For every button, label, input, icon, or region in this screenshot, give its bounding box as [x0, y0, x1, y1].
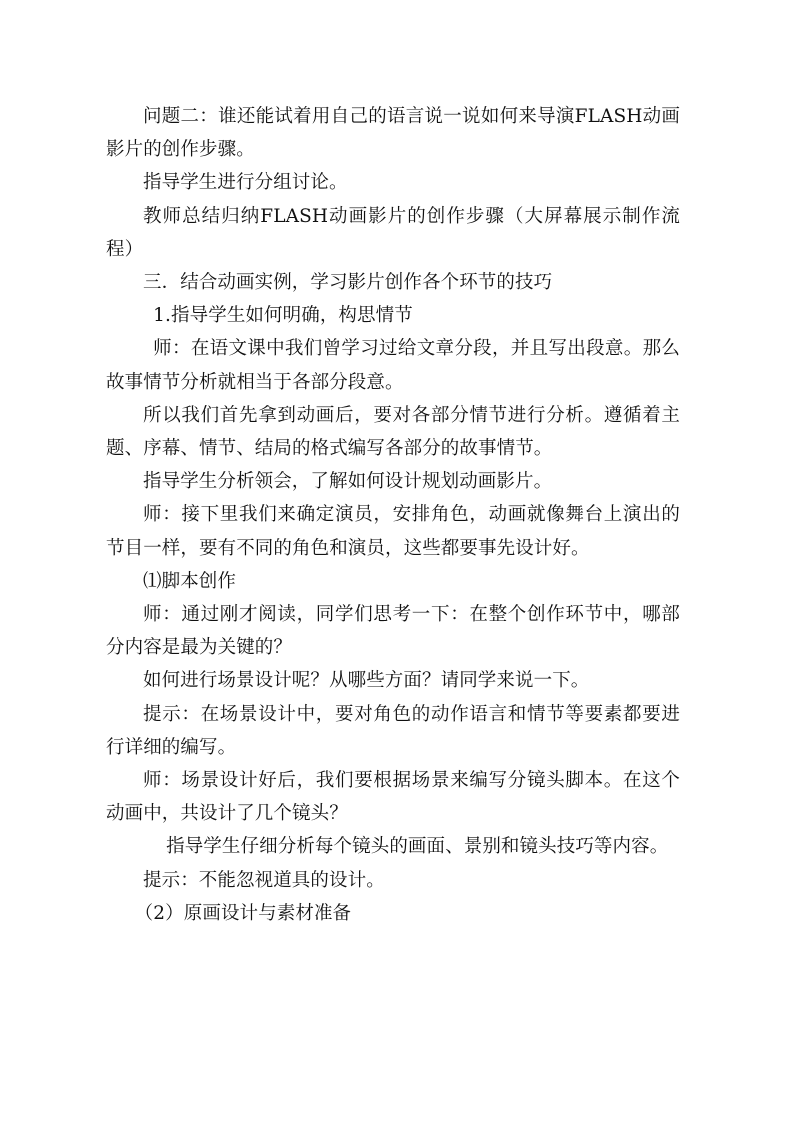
paragraph-scene-design-question: 如何进行场景设计呢？从哪些方面？请同学来说一下。: [143, 670, 590, 692]
paragraph-teacher-roles: 师：接下里我们来确定演员，安排角色，动画就像舞台上演出的节目一样，要有不同的角色和演员，这些都要事先设计好。: [106, 504, 680, 559]
document-body: [106, 100, 680, 930]
paragraph-group-discussion: 指导学生进行分组讨论。: [143, 172, 348, 194]
paragraph-student-guidance: 指导学生分析领会，了解如何设计规划动画影片。: [143, 471, 553, 493]
paragraph-storyboard-script: 师：场景设计好后，我们要根据场景来编写分镜头脚本。在这个动画中，共设计了几个镜头？: [106, 770, 680, 825]
paragraph-shot-analysis: 指导学生仔细分析每个镜头的画面、景别和镜头技巧等内容。: [166, 836, 669, 858]
subheading-script-creation: ⑴脚本创作: [143, 570, 237, 592]
section-heading-three: 三．结合动画实例，学习影片创作各个环节的技巧: [143, 272, 553, 294]
paragraph-plot-analysis-method: 所以我们首先拿到动画后，要对各部分情节进行分析。遵循着主题、序幕、情节、结局的格式编写各部分的故事情节。: [106, 404, 680, 460]
paragraph-teacher-key-question: 师：通过刚才阅读，同学们思考一下：在整个创作环节中，哪部分内容是最为关键的？: [106, 604, 680, 659]
subheading-plot-planning: 1.指导学生如何明确，构思情节: [153, 305, 413, 327]
subheading-original-art-materials: （2）原画设计与素材准备: [134, 902, 352, 924]
paragraph-teacher-summary: 教师总结归纳FLASH动画影片的创作步骤（大屏幕展示制作流程）: [106, 205, 680, 260]
paragraph-scene-design-tip: 提示：在场景设计中，要对角色的动作语言和情节等要素都要进行详细的编写。: [106, 703, 680, 758]
paragraph-question-two: 问题二：谁还能试着用自己的语言说一说如何来导演FLASH动画影片的创作步骤。: [106, 106, 680, 161]
paragraph-teacher-plot-analysis: 师：在语文课中我们曾学习过给文章分段，并且写出段意。那么故事情节分析就相当于各部分段意。: [106, 338, 680, 393]
paragraph-props-tip: 提示：不能忽视道具的设计。: [143, 869, 385, 891]
